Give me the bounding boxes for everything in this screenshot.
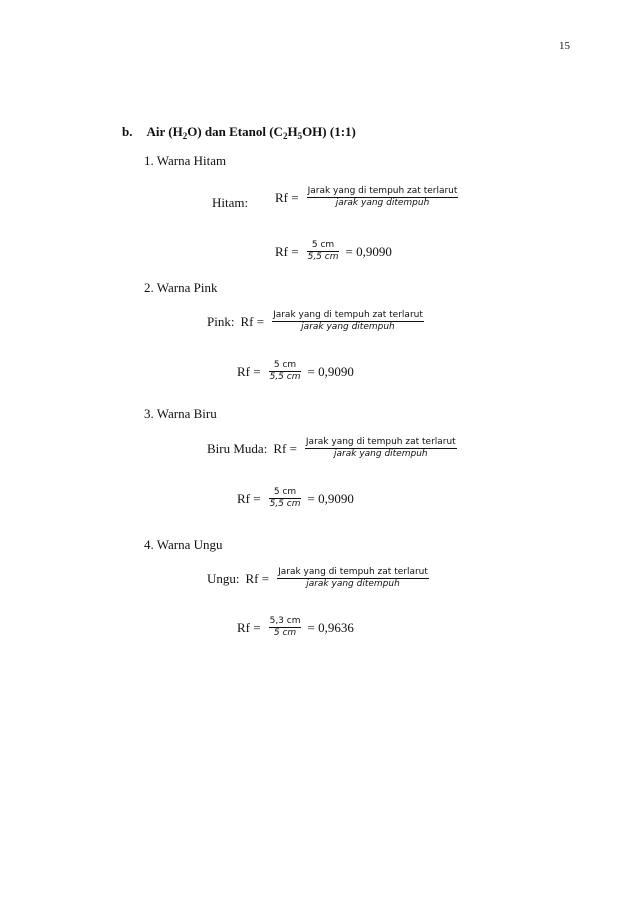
fraction-denominator: jarak yang ditempuh: [301, 322, 395, 332]
calculation-equation: [275, 240, 392, 263]
rf-symbol: Rf =: [273, 440, 297, 456]
section-letter: b.: [122, 124, 133, 139]
fraction-numerator: Jarak yang di tempuh zat terlarut: [273, 310, 423, 320]
calc-fraction: [269, 616, 302, 639]
rf-symbol: Rf =: [275, 243, 299, 259]
result-value: = 0,9090: [345, 243, 392, 259]
section-title-c: H: [287, 124, 298, 139]
rf-symbol: Rf =: [237, 490, 261, 506]
section-heading: [122, 124, 356, 141]
fraction-denominator: jarak yang ditempuh: [335, 198, 430, 208]
subscript: 5: [297, 131, 303, 141]
result-value: = 0,9090: [307, 363, 354, 379]
rf-symbol: Rf =: [275, 189, 299, 205]
item-label: Biru Muda:: [207, 440, 268, 456]
fraction-numerator: Jarak yang di tempuh zat terlarut: [307, 186, 458, 196]
result-value: = 0,9090: [307, 490, 354, 506]
rf-symbol: Rf =: [245, 570, 270, 586]
fraction-denominator: 5,5 cm: [269, 499, 301, 509]
item-label: Pink:: [207, 313, 235, 329]
item-heading: 4. Warna Ungu: [144, 537, 223, 552]
fraction-denominator: jarak yang ditempuh: [306, 579, 400, 589]
formula-fraction: [277, 567, 429, 590]
fraction-numerator: 5 cm: [311, 240, 335, 250]
rf-symbol: Rf =: [237, 619, 261, 635]
section-title-b: O) dan Etanol (C: [187, 124, 283, 139]
fraction-denominator: 5 cm: [273, 628, 297, 638]
rf-symbol: Rf =: [240, 313, 265, 329]
section-title-d: OH) (1:1): [302, 124, 356, 139]
calc-fraction: [307, 240, 340, 263]
item-heading: 3. Warna Biru: [144, 406, 217, 421]
formula-equation: [275, 186, 462, 209]
formula-fraction: [307, 186, 459, 209]
calculation-equation: [237, 360, 354, 383]
fraction-denominator: jarak yang ditempuh: [334, 449, 428, 459]
formula-fraction: [305, 437, 457, 460]
calculation-equation: [237, 487, 354, 510]
item-label: Ungu:: [207, 570, 240, 586]
fraction-denominator: 5,5 cm: [307, 252, 339, 262]
fraction-denominator: 5,5 cm: [269, 372, 301, 382]
item-label: Hitam:: [212, 195, 249, 210]
rf-symbol: Rf =: [237, 363, 261, 379]
subscript: 2: [282, 131, 288, 141]
fraction-numerator: 5 cm: [273, 487, 297, 497]
formula-equation: [207, 437, 461, 460]
formula-fraction: [272, 310, 424, 333]
calculation-equation: [237, 616, 354, 639]
formula-equation: [207, 310, 428, 333]
result-value: = 0,9636: [307, 619, 354, 635]
calc-fraction: [269, 487, 302, 510]
item-heading: 2. Warna Pink: [144, 280, 218, 295]
fraction-numerator: 5,3 cm: [269, 616, 301, 626]
subscript: 2: [182, 131, 188, 141]
calc-fraction: [269, 360, 302, 383]
item-heading: 1. Warna Hitam: [144, 153, 227, 168]
section-title-a: Air (H: [146, 124, 183, 139]
fraction-numerator: Jarak yang di tempuh zat terlarut: [278, 567, 428, 577]
fraction-numerator: Jarak yang di tempuh zat terlarut: [305, 437, 456, 447]
formula-equation: [207, 567, 433, 590]
fraction-numerator: 5 cm: [273, 360, 297, 370]
page-number: 15: [559, 40, 570, 52]
